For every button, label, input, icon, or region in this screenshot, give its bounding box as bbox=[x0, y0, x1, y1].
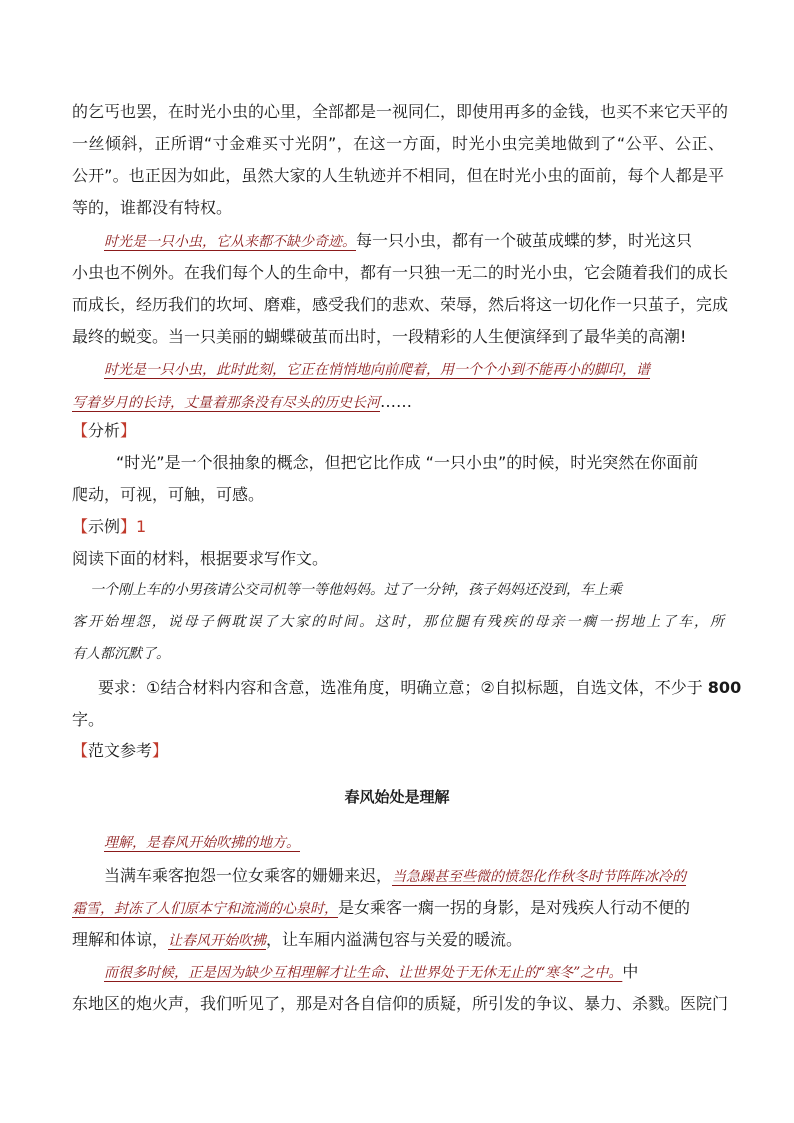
paragraph-line bbox=[104, 231, 724, 252]
paragraph-line bbox=[72, 392, 724, 413]
material-line: 客开始埋怨，说母子俩耽误了大家的时间。这时，那位腿有残疾的母亲一瘸一拐地上了车，所 bbox=[72, 614, 724, 630]
underlined-phrase: 理解，是春风开始吹拂的地方。 bbox=[104, 835, 300, 851]
paragraph-line: 一丝倾斜，正所谓“寸金难买寸光阴”，在这一方面，时光小虫完美地做到了“公平、公正、 bbox=[72, 134, 724, 153]
paragraph-line bbox=[104, 832, 724, 853]
requirement-line: 要求：①结合材料内容和含意，选准角度，明确立意；②自拟标题，自选文体，不少于 800 bbox=[98, 678, 742, 697]
section-label-model-essay: 【范文参考】 bbox=[72, 741, 169, 760]
section-label-example: 【示例】1 bbox=[72, 517, 147, 536]
material-line: 一个刚上车的小男孩请公交司机等一等他妈妈。过了一分钟，孩子妈妈还没到，车上乘 bbox=[90, 582, 622, 598]
paragraph-line: 最终的蜕变。当一只美丽的蝴蝶破茧而出时，一段精彩的人生便演绎到了最华美的高潮! bbox=[72, 327, 687, 346]
example-number: 1 bbox=[136, 517, 147, 536]
material-line: 有人都沉默了。 bbox=[72, 646, 170, 662]
paragraph-line: 理解和体谅，让春风开始吹拂，让车厢内溢满包容与关爱的暖流。 bbox=[72, 930, 523, 949]
underlined-paragraph-line: 时光是一只小虫，此时此刻，它正在悄悄地向前爬着，用一个个小到不能再小的脚印，谱 bbox=[104, 362, 650, 378]
underlined-phrase: 让春风开始吹拂 bbox=[168, 933, 267, 949]
underlined-phrase: 当急躁甚至些微的愤怨化作秋冬时节阵阵冰冷的 bbox=[392, 869, 687, 885]
requirement-line: 字。 bbox=[72, 710, 105, 729]
paragraph-line: 而很多时候，正是因为缺少互相理解才让生命、让世界处于无休无止的“寒冬”之中。中 bbox=[104, 962, 639, 981]
underlined-phrase: 霜雪，封冻了人们原本宁和流淌的心泉时， bbox=[72, 901, 338, 917]
underlined-phrase: 写着岁月的长诗，丈量着那条没有尽头的历史长河 bbox=[72, 395, 380, 411]
paragraph-line: 公开”。也正因为如此，虽然大家的人生轨迹并不相同，但在时光小虫的面前，每个人都是平 bbox=[72, 166, 724, 185]
paragraph-line: 等的，谁都没有特权。 bbox=[72, 198, 233, 217]
paragraph-line: 东地区的炮火声，我们听见了，那是对各自信仰的质疑，所引发的争议、暴力、杀戮。医院门 bbox=[72, 994, 729, 1013]
paragraph-line: “时光”是一个很抽象的概念，但把它比作成 “一只小虫”的时候，时光突然在你面前 bbox=[116, 453, 699, 472]
text-segment: 每一只小虫，都有一个破茧成蝶的梦，时光这只 bbox=[356, 231, 693, 250]
ellipsis: …… bbox=[380, 392, 412, 411]
paragraph-line: 霜雪，封冻了人们原本宁和流淌的心泉时，是女乘客一瘸一拐的身影，是对残疾人行动不便的 bbox=[72, 898, 691, 917]
paragraph-line: 小虫也不例外。在我们每个人的生命中，都有一只独一无二的时光小虫，它会随着我们的成长 bbox=[72, 263, 729, 282]
word-count: 800 bbox=[707, 678, 742, 697]
underlined-phrase: 而很多时候，正是因为缺少互相理解才让生命、让世界处于无休无止的“寒冬”之中。 bbox=[104, 965, 623, 981]
paragraph-line: 爬动，可视，可触，可感。 bbox=[72, 485, 265, 504]
instruction-text: 阅读下面的材料，根据要求写作文。 bbox=[72, 549, 329, 568]
section-label-analysis: 【分析】 bbox=[72, 421, 137, 440]
essay-title: 春风始处是理解 bbox=[344, 788, 450, 806]
paragraph-line: 的乞丐也罢，在时光小虫的心里，全部都是一视同仁，即使用再多的金钱，也买不来它天平的 bbox=[72, 102, 729, 121]
paragraph-line: 当满车乘客抱怨一位女乘客的姗姗来迟，当急躁甚至些微的愤怨化作秋冬时节阵阵冰冷的 bbox=[104, 866, 687, 885]
paragraph-line: 而成长，经历我们的坎坷、磨难，感受我们的悲欢、荣辱，然后将这一切化作一只茧子，完成 bbox=[72, 295, 729, 314]
underlined-phrase: 时光是一只小虫，它从来都不缺少奇迹。 bbox=[104, 234, 356, 250]
